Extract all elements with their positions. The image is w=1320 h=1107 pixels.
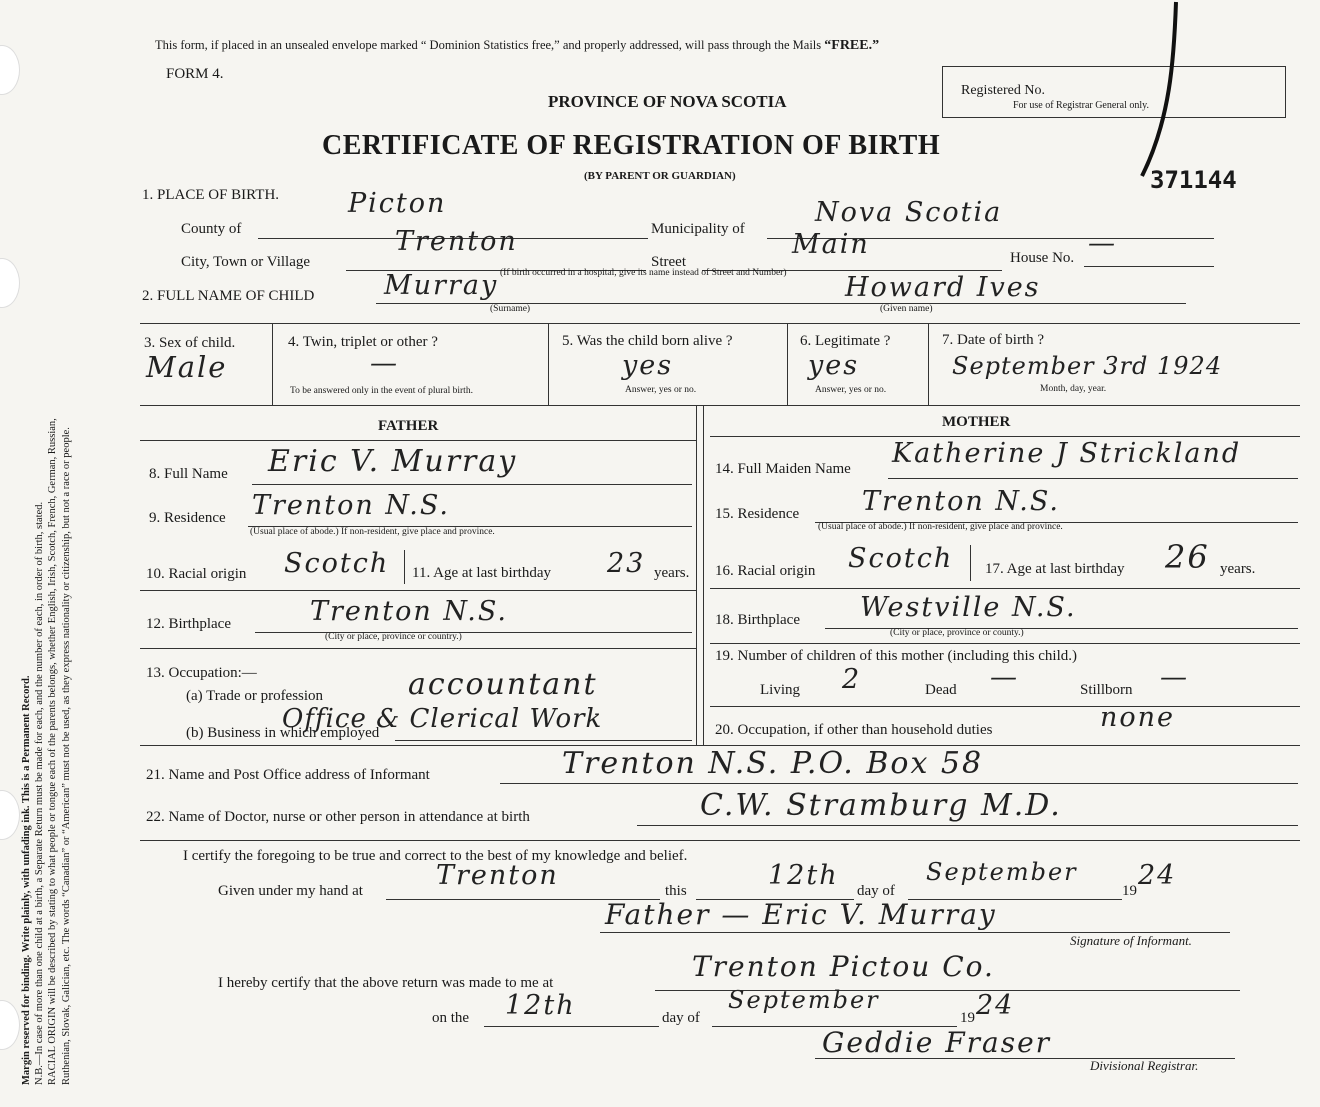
mother-residence-label: 15. Residence	[715, 506, 800, 522]
given-at-value: Trenton	[436, 860, 559, 891]
father-racial-label: 10. Racial origin	[146, 566, 247, 582]
day-of-label: day of	[857, 883, 895, 899]
row-divider	[710, 588, 1300, 589]
row-divider	[140, 590, 696, 591]
signature-informant-label: Signature of Informant.	[1070, 933, 1192, 948]
row-divider	[710, 643, 1300, 644]
box-divider	[548, 323, 549, 405]
return-year-value: 24	[976, 990, 1015, 1021]
legitimate-answer-note: Answer, yes or no.	[815, 385, 887, 395]
business-line	[395, 740, 692, 741]
form-number: FORM 4.	[166, 66, 224, 82]
father-age-value: 23	[607, 548, 646, 579]
registrar-use-note: For use of Registrar General only.	[1013, 100, 1149, 111]
father-name-line	[252, 484, 692, 485]
box-divider	[404, 550, 405, 584]
given-name-value: Howard Ives	[845, 272, 1041, 303]
father-residence-label: 9. Residence	[149, 510, 226, 526]
mother-abode-note: (Usual place of abode.) If non-resident, give place and province.	[818, 522, 1063, 532]
father-birthplace-label: 12. Birthplace	[146, 616, 231, 632]
stillborn-value: —	[1160, 662, 1187, 693]
city-value: Trenton	[395, 226, 518, 257]
trade-value: accountant	[408, 667, 598, 702]
mother-name-line	[888, 478, 1298, 479]
registered-label: Registered No.	[961, 83, 1045, 98]
alive-answer-note: Answer, yes or no.	[625, 385, 697, 395]
mother-age-value: 26	[1165, 538, 1210, 576]
twin-note: To be answered only in the event of plural birth.	[290, 386, 473, 396]
occupation-label: 13. Occupation:—	[146, 665, 257, 681]
mother-name-value: Katherine J Strickland	[892, 438, 1242, 469]
given-year-prefix: 19	[1122, 883, 1137, 899]
parents-divider	[696, 405, 697, 745]
punch-hole	[0, 1000, 20, 1050]
living-label: Living	[760, 682, 800, 698]
mail-note-free: “FREE.”	[824, 38, 880, 53]
mother-name-label: 14. Full Maiden Name	[715, 461, 851, 477]
municipality-value: Nova Scotia	[815, 197, 1003, 228]
page-title: CERTIFICATE OF REGISTRATION OF BIRTH	[322, 130, 941, 161]
row-divider	[710, 706, 1300, 707]
father-birthplace-note: (City or place, province or country.)	[325, 632, 462, 642]
house-value: —	[1088, 228, 1117, 259]
doctor-line	[637, 825, 1298, 826]
father-birthplace-line	[255, 632, 692, 633]
informant-signature: Father — Eric V. Murray	[605, 898, 997, 931]
registrar-signature: Geddie Fraser	[822, 1026, 1052, 1059]
father-heading-rule	[140, 440, 696, 441]
doctor-value: C.W. Stramburg M.D.	[700, 788, 1062, 823]
county-value: Picton	[348, 188, 447, 219]
punch-hole	[0, 258, 20, 308]
alive-value: yes	[622, 350, 674, 381]
mother-birthplace-note: (City or place, province or county.)	[890, 628, 1024, 638]
row-divider	[140, 648, 696, 649]
mother-age-label: 17. Age at last birthday	[985, 561, 1125, 577]
this-label: this	[665, 883, 687, 899]
given-year-value: 24	[1138, 860, 1177, 891]
mother-residence-value: Trenton N.S.	[862, 486, 1060, 517]
street-label: Street	[651, 254, 686, 270]
living-value: 2	[842, 664, 862, 695]
return-day-of-label: day of	[662, 1010, 700, 1026]
father-residence-value: Trenton N.S.	[252, 490, 450, 521]
father-birthplace-value: Trenton N.S.	[310, 596, 508, 627]
father-name-value: Eric V. Murray	[268, 444, 518, 479]
mother-racial-value: Scotch	[848, 543, 954, 574]
city-label: City, Town or Village	[181, 254, 311, 270]
surname-value: Murray	[384, 270, 499, 301]
punch-hole	[0, 790, 20, 840]
margin-notes	[20, 45, 73, 1085]
margin-note-line: Ruthenian, Slovak, Galician, etc. The words “Canadian” or “American” must not be used, as they express nationality or citizenship, but not a race or people.	[60, 427, 72, 1085]
children-label: 19. Number of children of this mother (including this child.)	[715, 648, 1078, 664]
twin-value: —	[370, 348, 397, 379]
sex-label: 3. Sex of child.	[144, 335, 236, 351]
stamp-number: 371144	[1150, 166, 1237, 194]
box-divider	[928, 323, 929, 405]
informant-value: Trenton N.S. P.O. Box 58	[562, 746, 984, 781]
father-heading: FATHER	[378, 418, 439, 434]
margin-note-line: Margin reserved for binding. Write plainly, with unfading ink. This is a Permanent Record.	[21, 675, 32, 1085]
surname-note: (Surname)	[490, 304, 531, 314]
mother-occupation-label: 20. Occupation, if other than household duties	[715, 722, 993, 738]
mother-birthplace-value: Westville N.S.	[860, 592, 1077, 623]
dob-label: 7. Date of birth ?	[942, 332, 1045, 348]
place-of-birth-label: 1. PLACE OF BIRTH.	[142, 187, 280, 203]
return-place-value: Trenton Pictou Co.	[692, 950, 995, 983]
margin-note-line: RACIAL ORIGIN will be described by stating to what people or tongue each of the parents belongs, whether English, Irish, Scotch, French, German, Russian,	[47, 418, 59, 1085]
house-line	[1084, 266, 1214, 267]
mother-years-label: years.	[1220, 561, 1256, 577]
informant-line	[500, 783, 1298, 784]
father-age-label: 11. Age at last birthday	[412, 565, 551, 581]
given-name-note: (Given name)	[880, 304, 933, 314]
hospital-note: (If birth occurred in a hospital, give its name instead of Street and Number)	[500, 268, 787, 278]
box-divider	[970, 545, 971, 581]
dead-value: —	[990, 662, 1017, 693]
father-racial-value: Scotch	[284, 548, 390, 579]
dob-value: September 3rd 1924	[952, 352, 1223, 380]
mother-birthplace-label: 18. Birthplace	[715, 612, 800, 628]
legitimate-value: yes	[808, 350, 860, 381]
certify-text: I certify the foregoing to be true and correct to the best of my knowledge and belief.	[183, 848, 688, 864]
box-divider	[272, 323, 273, 405]
dob-note: Month, day, year.	[1040, 384, 1107, 394]
parents-divider	[703, 405, 704, 745]
municipality-label: Municipality of	[651, 221, 745, 237]
stillborn-label: Stillborn	[1080, 682, 1133, 698]
row-divider	[140, 840, 1300, 841]
house-label: House No.	[1010, 250, 1075, 266]
full-name-label: 2. FULL NAME OF CHILD	[142, 288, 315, 304]
county-label: County of	[181, 221, 242, 237]
return-day-value: 12th	[505, 990, 576, 1021]
business-value: Office & Clerical Work	[282, 704, 603, 734]
box-divider	[787, 323, 788, 405]
row-divider	[140, 405, 1300, 406]
province-heading: PROVINCE OF NOVA SCOTIA	[548, 92, 787, 111]
return-year-prefix: 19	[960, 1010, 975, 1026]
mother-heading: MOTHER	[942, 414, 1011, 430]
informant-label: 21. Name and Post Office address of Informant	[146, 767, 430, 783]
business-label: (b) Business in which employed	[186, 725, 380, 741]
given-month-value: September	[926, 858, 1078, 886]
trade-label: (a) Trade or profession	[186, 688, 324, 704]
return-cert-label: I hereby certify that the above return was made to me at	[218, 975, 554, 991]
father-years-label: years.	[654, 565, 690, 581]
mother-occupation-value: none	[1100, 702, 1176, 733]
sex-value: Male	[146, 350, 228, 384]
legitimate-label: 6. Legitimate ?	[800, 333, 891, 349]
mail-note	[155, 38, 879, 54]
return-day-line	[484, 1026, 659, 1027]
twin-label: 4. Twin, triplet or other ?	[288, 334, 438, 350]
father-abode-note: (Usual place of abode.) If non-resident, give place and province.	[250, 527, 495, 537]
doctor-label: 22. Name of Doctor, nurse or other person in attendance at birth	[146, 809, 530, 825]
divisional-registrar-label: Divisional Registrar.	[1090, 1058, 1199, 1073]
alive-label: 5. Was the child born alive ?	[562, 333, 733, 349]
registrar-check-mark	[1110, 0, 1190, 190]
on-the-label: on the	[432, 1010, 470, 1026]
row-divider	[140, 323, 1300, 324]
street-value: Main	[792, 229, 870, 260]
given-day-value: 12th	[768, 860, 839, 891]
father-name-label: 8. Full Name	[149, 466, 228, 482]
mother-heading-rule	[710, 436, 1300, 437]
mail-note-text: This form, if placed in an unsealed envelope marked “ Dominion Statistics free,” and properly addressed, will pass through the Mails	[155, 38, 825, 52]
dead-label: Dead	[925, 682, 957, 698]
page-subtitle: (BY PARENT OR GUARDIAN)	[584, 170, 736, 182]
return-month-value: September	[728, 986, 880, 1014]
given-at-label: Given under my hand at	[218, 883, 363, 899]
mother-racial-label: 16. Racial origin	[715, 563, 816, 579]
margin-note-line: N.B.—In case of more than one child at a birth, a Separate Return must be made for each, and the number of each, in order of birth, stated.	[34, 501, 46, 1085]
punch-hole	[0, 45, 20, 95]
